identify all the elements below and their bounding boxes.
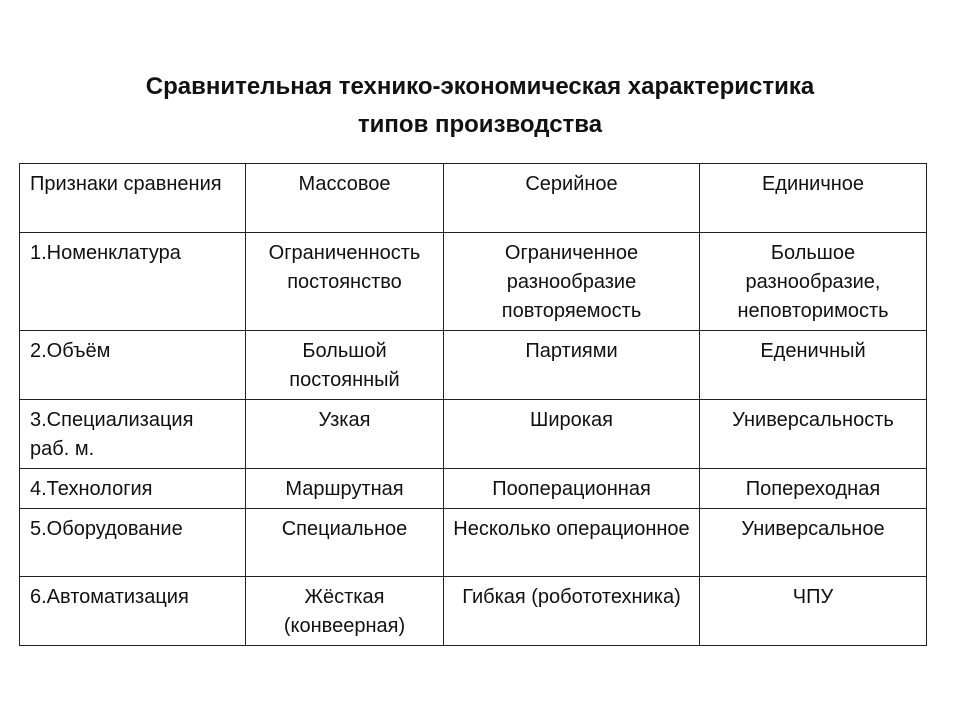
table-header-row	[20, 164, 927, 233]
table-row	[20, 400, 927, 469]
cell-text: Ограниченность постоянство	[268, 242, 421, 293]
cell-text: 6.Автоматизация	[30, 586, 189, 608]
cell-text: Специальное	[281, 518, 408, 540]
row-criterion-cell	[20, 577, 246, 646]
cell-text: Пооперационная	[492, 478, 651, 500]
row-serial-cell	[444, 331, 700, 400]
cell-text: Маршрутная	[285, 478, 404, 500]
table-row	[20, 469, 927, 509]
header-label: Серийное	[525, 173, 618, 195]
row-single-cell	[700, 233, 927, 331]
cell-text: ЧПУ	[792, 586, 834, 608]
row-criterion-cell	[20, 469, 246, 509]
row-serial-cell	[444, 469, 700, 509]
header-cell-mass	[246, 164, 444, 233]
comparison-table	[19, 163, 927, 646]
cell-text: Гибкая (робототехника)	[462, 586, 681, 608]
header-label: Признаки сравнения	[30, 173, 222, 195]
row-serial-cell	[444, 509, 700, 577]
cell-text: Несколько операционное	[453, 518, 690, 540]
row-criterion-cell	[20, 233, 246, 331]
row-mass-cell	[246, 331, 444, 400]
cell-text: 1.Номенклатура	[30, 242, 181, 264]
header-label: Массовое	[298, 173, 391, 195]
row-single-cell	[700, 331, 927, 400]
cell-text: Партиями	[525, 340, 618, 362]
row-serial-cell	[444, 577, 700, 646]
cell-text: Универсальность	[732, 409, 894, 431]
row-mass-cell	[246, 400, 444, 469]
cell-text: Большой постоянный	[289, 340, 400, 391]
row-criterion-cell	[20, 331, 246, 400]
header-cell-single	[700, 164, 927, 233]
row-single-cell	[700, 577, 927, 646]
row-single-cell	[700, 509, 927, 577]
cell-text: 4.Технология	[30, 478, 153, 500]
table-row	[20, 233, 927, 331]
cell-text: 3.Специализация раб. м.	[30, 409, 194, 460]
slide-title-line-2: типов производства	[357, 111, 603, 138]
cell-text: Жёсткая (конвеерная)	[283, 586, 406, 637]
header-cell-serial	[444, 164, 700, 233]
row-criterion-cell	[20, 400, 246, 469]
cell-text: Большое разнообразие, неповторимость	[737, 242, 889, 322]
cell-text: Узкая	[318, 409, 371, 431]
header-label: Единичное	[761, 173, 865, 195]
cell-text: 2.Объём	[30, 340, 111, 362]
header-cell-criteria	[20, 164, 246, 233]
row-mass-cell	[246, 509, 444, 577]
row-mass-cell	[246, 469, 444, 509]
slide-title	[0, 68, 960, 144]
cell-text: Универсальное	[741, 518, 885, 540]
row-serial-cell	[444, 400, 700, 469]
cell-text: Еденичный	[760, 340, 866, 362]
row-mass-cell	[246, 577, 444, 646]
table-row	[20, 509, 927, 577]
row-mass-cell	[246, 233, 444, 331]
table-row	[20, 577, 927, 646]
table-row	[20, 331, 927, 400]
cell-text: Попереходная	[745, 478, 881, 500]
slide-title-line-1: Сравнительная технико-экономическая характеристика	[145, 73, 815, 100]
row-serial-cell	[444, 233, 700, 331]
cell-text: Широкая	[530, 409, 613, 431]
cell-text: Ограниченное разнообразие повторяемость	[501, 242, 642, 322]
cell-text: 5.Оборудование	[30, 518, 183, 540]
row-criterion-cell	[20, 509, 246, 577]
row-single-cell	[700, 469, 927, 509]
row-single-cell	[700, 400, 927, 469]
